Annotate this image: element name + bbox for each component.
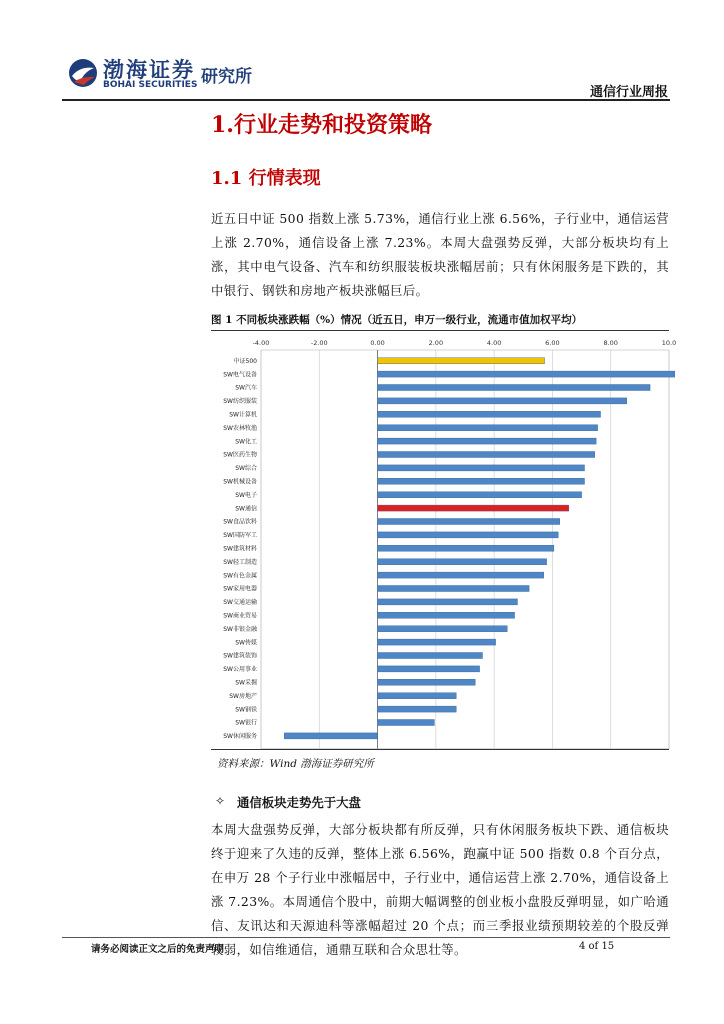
chart-bar [284,733,377,739]
chart-category-label: SW纺织服装 [223,398,257,406]
chart-category-label: SW房地产 [229,692,257,700]
report-type: 通信行业周报 [589,85,668,100]
chart-category-label: SW计算机 [229,411,257,419]
chart-x-tick-label: 2.00 [428,339,444,347]
diamond-bullet-icon: ✧ [215,794,226,808]
chart-x-tick-label: 8.00 [603,339,618,347]
brand-name-cn: 渤海证券 [103,57,195,82]
chart-category-label: SW轻工制造 [223,558,257,566]
chart-category-label: SW传媒 [235,639,257,647]
chart-category-label: SW公用事业 [223,666,257,674]
chart-bar [378,559,547,565]
chart-category-label: SW电气设备 [223,371,257,379]
chart-bar [378,438,597,444]
paragraph-telecom-sector: 本周大盘强势反弹，大部分板块都有所反弹，只有休闲服务板块下跌、通信板块终于迎来了久违的反弹，整体上涨 6.56%，跑赢中证 500 指数 0.8 个百分点，在申万 28 个子行业中涨幅居中，子行业中，通信运营上涨 2.70%，通信设备上涨 7.23%。本周通信个股中，前期大幅调整的创业板小盘股反弹明显，如广哈通信、友讯达和天源迪科等涨幅超过 20 个点；而三季报业绩预期较差的个股反弹较弱，如信维通信，通鼎互联和合众思壮等。 [211,822,669,957]
chart-x-tick-label: 10.0 [661,339,677,347]
chart-bar [378,612,515,618]
chart-x-tick-label: -4.00 [252,339,270,347]
institute-name: 研究所 [201,67,252,87]
chart-bar [378,639,496,645]
section-heading: 1.行业走势和投资策略 [211,112,432,138]
chart-bar [378,572,544,578]
chart-category-label: SW家用电器 [223,585,257,593]
chart-bar [378,666,480,672]
chart-bar [378,706,457,712]
chart-category-label: SW医药生物 [223,451,257,459]
brand-name-en: BOHAI SECURITIES [103,80,198,90]
chart-bar [378,425,598,431]
chart-category-label: SW建筑材料 [223,545,257,553]
chart-category-label: 中证500 [233,357,257,365]
chart-bar [378,452,595,458]
sector-change-bar-chart [211,334,677,746]
chart-bar [378,465,585,471]
chart-category-label: SW钢铁 [235,706,257,714]
chart-category-label: SW商业贸易 [223,612,257,620]
chart-bar [378,693,457,699]
chart-bar [378,398,627,404]
chart-category-label: SW交通运输 [223,599,257,607]
chart-bar [378,385,650,391]
chart-bar [378,626,508,632]
chart-category-label: SW机械设备 [223,478,257,486]
brand-logo-icon [68,56,98,90]
chart-x-tick-label: 0.00 [370,339,385,347]
chart-category-label: SW有色金属 [223,572,257,580]
chart-category-label: SW国防军工 [223,532,257,540]
footer-divider [62,937,670,938]
chart-category-label: SW电子 [235,491,257,499]
chart-category-label: SW建筑装饰 [223,652,257,660]
chart-bar [378,545,554,551]
footer-disclaimer: 请务必阅读正文之后的免责声明 [91,944,225,955]
chart-x-tick-label: -2.00 [310,339,328,347]
chart-bar [378,720,435,726]
chart-category-label: SW通信 [235,505,257,513]
figure-top-rule [211,330,669,331]
chart-category-label: SW银行 [235,719,257,727]
figure-source: 资料来源：Wind 渤海证券研究所 [217,758,374,770]
chart-bar [378,679,476,685]
chart-category-label: SW非银金融 [223,625,257,633]
chart-x-tick-label: 4.00 [486,339,502,347]
chart-x-tick-label: 6.00 [545,339,560,347]
chart-bar [378,519,560,525]
chart-bar [378,358,545,364]
chart-bar [378,532,559,538]
paragraph-market-performance: 近五日中证 500 指数上涨 5.73%，通信行业上涨 6.56%，子行业中，通信运营上涨 2.70%，通信设备上涨 7.23%。本周大盘强势反弹，大部分板块均有上涨，其中电气设备、汽车和纺织服装板块涨幅居前；只有休闲服务是下跌的，其中银行、钢铁和房地产板块涨幅巨后。 [211,211,669,298]
chart-category-label: SW汽车 [235,384,257,392]
chart-bar [378,586,530,592]
chart-bar [378,411,601,417]
chart-bar [378,653,483,659]
figure-bottom-rule [211,749,669,750]
header-divider [62,99,670,101]
bullet-title: 通信板块走势先于大盘 [237,795,361,810]
chart-category-label: SW食品饮料 [223,518,257,526]
chart-bar [378,371,675,377]
chart-bar [378,599,518,605]
chart-bar [378,478,585,484]
page-number: 4 of 15 [579,941,615,952]
chart-category-label: SW化工 [235,438,257,446]
chart-category-label: SW休闲服务 [223,733,257,741]
section-subheading: 1.1 行情表现 [211,168,321,189]
chart-bar [378,492,582,498]
figure-caption: 图 1 不同板块涨跌幅（%）情况（近五日，申万一级行业，流通市值加权平均） [211,314,583,326]
chart-category-label: SW农林牧渔 [223,424,257,432]
chart-bar [378,505,569,511]
chart-category-label: SW采掘 [235,679,257,687]
chart-category-label: SW综合 [235,465,257,473]
